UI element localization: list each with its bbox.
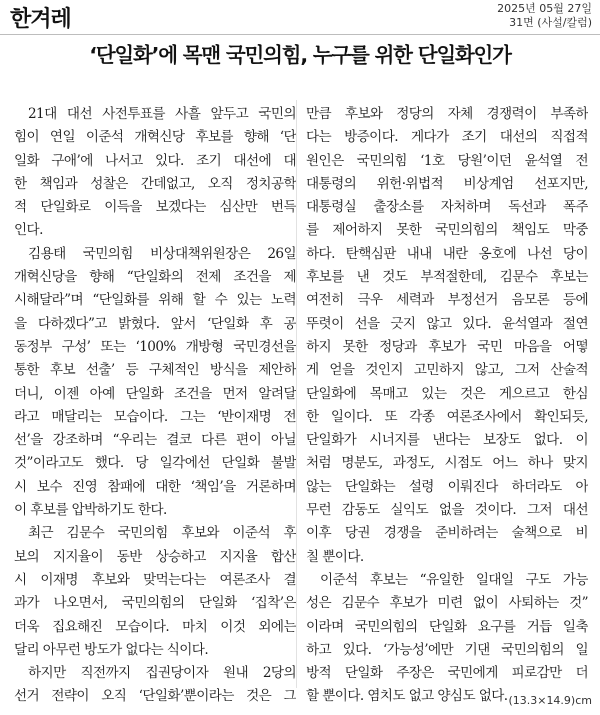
newspaper-logo: 한겨레	[10, 7, 71, 32]
text-line: 원인은 국민의힘 ‘1호 당원’이던 윤석열 전	[306, 152, 588, 169]
text-line: 성은 김문수 후보가 미련 없이 사퇴하는 것”	[306, 595, 588, 612]
text-line: 시 이재명 후보와 맞먹는다는 여론조사 결	[14, 571, 296, 588]
text-line: 후보를 낸 것도 부적절한데, 김문수 후보는	[306, 269, 588, 286]
text-line: 더니, 이젠 아예 단일화 조건을 먼저 알려달	[14, 385, 296, 402]
text-line: 선’을 강조하며 “우리는 결코 다른 편이 아닐	[14, 432, 296, 449]
text-line: 한 일이다. 또 각종 여론조사에서 확인되듯,	[306, 408, 588, 425]
text-line: 동정부 구성’ 또는 ‘100% 개방형 국민경선을	[14, 338, 296, 355]
text-line: 하지만 직전까지 집권당이자 원내 2당의	[28, 665, 296, 682]
text-line: 하지 못한 정당과 후보가 국민 마음을 어떻	[306, 338, 588, 355]
masthead	[0, 0, 600, 36]
text-line: 만큼 후보와 정당의 자체 경쟁력이 부족하	[306, 106, 588, 122]
text-line: 대통령의 위헌·위법적 비상계엄 선포지만,	[306, 175, 588, 192]
text-line: 이 후보를 압박하기도 한다.	[14, 502, 167, 519]
text-line: 뚜렷이 선을 긋지 않고 있다. 윤석열과 절연	[306, 315, 588, 332]
text-line: 이후 당권 경쟁을 준비하려는 술책으로 비	[306, 525, 588, 542]
publication-date: 2025년 05월 27일	[497, 2, 592, 15]
masthead-divider	[0, 34, 600, 35]
text-line: 무런 감동도 실익도 없을 것이다. 그저 대선	[306, 502, 588, 519]
text-line: 일화 구애’에 나서고 있다. 조기 대선에 대	[14, 152, 296, 169]
text-line: 단일화가 시너지를 낸다는 보장도 없다. 이	[306, 432, 588, 449]
text-line: 것”이라고도 했다. 당 일각에선 단일화 불발	[14, 455, 296, 472]
text-line: 힘이 연일 이준석 개혁신당 후보를 향해 ‘단	[14, 129, 296, 146]
body-column-right	[306, 103, 588, 709]
text-line: 다는 방증이다. 게다가 조기 대선의 직접적	[306, 129, 588, 146]
text-line: 달리 아무런 방도가 없다는 식이다.	[14, 641, 209, 658]
text-line: 최근 김문수 국민의힘 후보와 이준석 후	[28, 525, 296, 542]
text-line: 과가 나오면서, 국민의힘의 단일화 ‘집착’은	[14, 595, 296, 612]
dateline	[497, 2, 592, 30]
text-line: 시 보수 진영 참패에 대한 ‘책임’을 거론하며	[14, 478, 296, 495]
text-line: 게 얻을 것인지 고민하지 않고, 그저 산술적	[306, 362, 588, 379]
text-line: 시해달라”며 “단일화를 위해 할 수 있는 노력	[14, 292, 296, 309]
text-line: 단일화에 목매고 있는 것은 게으르고 한심	[306, 385, 588, 402]
text-line: 칠 뿐이다.	[306, 548, 364, 565]
text-line: 하다. 탄핵심판 내내 내란 옹호에 나선 당이	[306, 245, 588, 262]
text-line: 인다.	[14, 222, 43, 239]
text-line: 할 뿐이다. 염치도 없고 양심도 없다.	[306, 688, 508, 705]
text-line: 이라며 국민의힘의 단일화 요구를 거듭 일축	[306, 618, 588, 635]
text-line: 을 다하겠다”고 밝혔다. 앞서 ‘단일화 후 공	[14, 315, 296, 332]
text-line: 적 단일화로 이득을 보겠다는 심산만 번득	[14, 199, 296, 216]
column-divider	[296, 100, 297, 688]
text-line: 21대 대선 사전투표를 사흘 앞두고 국민의	[28, 106, 296, 122]
text-line: 김용태 국민의힘 비상대책위원장은 26일	[28, 245, 296, 262]
text-line: 한 책임과 성찰은 간데없고, 오직 정치공학	[14, 175, 296, 192]
body-column-left	[14, 103, 296, 709]
text-line: 라고 매달리는 모습이다. 그는 ‘반이재명 전	[14, 408, 296, 425]
text-line: 더욱 집요해진 모습이다. 마치 이것 외에는	[14, 618, 296, 635]
article-headline: ‘단일화’에 목맨 국민의힘, 누구를 위한 단일화인가	[89, 43, 511, 67]
text-line: 처럼 명분도, 과정도, 시점도 어느 하나 맞지	[306, 455, 588, 472]
text-line: 하고 있다. ‘가능성’에만 기댄 국민의힘의 일	[306, 641, 588, 658]
text-line: 여전히 극우 세력과 부정선거 음모론 등에	[306, 292, 588, 309]
article-size-note: (13.3×14.9)cm	[508, 694, 592, 707]
text-line: 보의 지지율이 동반 상승하고 지지율 합산	[14, 548, 296, 565]
text-line: 를 제어하지 못한 국민의힘의 책임도 막중	[306, 222, 588, 239]
page-section: 31면 (사설/칼럼)	[509, 16, 592, 29]
text-line: 통한 후보 선출’ 등 구체적인 방식을 제안하	[14, 362, 296, 379]
text-line: 방적 단일화 주장은 국민에게 피로감만 더	[306, 665, 588, 682]
text-line: 선거 전략이 오직 ‘단일화’뿐이라는 것은 그	[14, 688, 296, 705]
text-line: 이준석 후보는 “유일한 일대일 구도 가능	[320, 571, 588, 588]
text-line: 개혁신당을 향해 “단일화의 전제 조건을 제	[14, 269, 296, 286]
text-line: 대통령실 출장소를 자처하며 독선과 폭주	[306, 199, 588, 216]
text-line: 않는 단일화는 설령 이뤄진다 하더라도 아	[306, 478, 588, 495]
